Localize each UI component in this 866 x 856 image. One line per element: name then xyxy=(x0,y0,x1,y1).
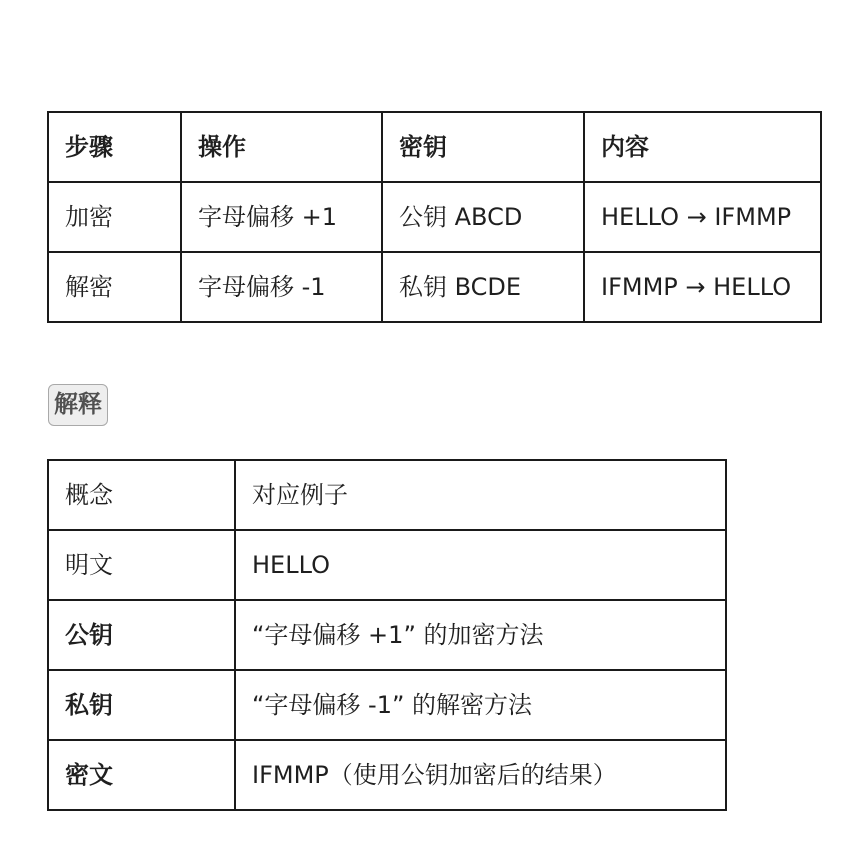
table-cell: IFMMP → HELLO xyxy=(584,252,821,322)
concept-example-cell: “字母偏移 +1” 的加密方法 xyxy=(235,600,726,670)
table-row xyxy=(48,460,726,530)
table-cell: 字母偏移 -1 xyxy=(181,252,382,322)
header-cell-content: 内容 xyxy=(584,112,821,182)
table-row xyxy=(48,740,726,810)
header-cell-key: 密钥 xyxy=(382,112,584,182)
table-row xyxy=(48,670,726,740)
concept-example-cell: HELLO xyxy=(235,530,726,600)
table-cell: 公钥 ABCD xyxy=(382,182,584,252)
header-cell-operation: 操作 xyxy=(181,112,382,182)
table-row xyxy=(48,600,726,670)
table-row xyxy=(48,182,821,252)
concept-example-cell: 对应例子 xyxy=(235,460,726,530)
table-cell: 字母偏移 +1 xyxy=(181,182,382,252)
concept-term-cell: 概念 xyxy=(48,460,235,530)
table-row xyxy=(48,530,726,600)
table-cell: 解密 xyxy=(48,252,181,322)
concept-example-cell: IFMMP（使用公钥加密后的结果） xyxy=(235,740,726,810)
table-row xyxy=(48,252,821,322)
table-cell: HELLO → IFMMP xyxy=(584,182,821,252)
header-cell-step: 步骤 xyxy=(48,112,181,182)
concept-example-cell: “字母偏移 -1” 的解密方法 xyxy=(235,670,726,740)
concept-term-cell: 公钥 xyxy=(48,600,235,670)
table-header-row xyxy=(48,112,821,182)
concept-term-cell: 私钥 xyxy=(48,670,235,740)
steps-table xyxy=(47,111,822,323)
concept-term-cell: 密文 xyxy=(48,740,235,810)
concepts-table xyxy=(47,459,727,811)
table-cell: 私钥 BCDE xyxy=(382,252,584,322)
concept-term-cell: 明文 xyxy=(48,530,235,600)
table-cell: 加密 xyxy=(48,182,181,252)
explanation-tag: 解释 xyxy=(48,384,108,426)
